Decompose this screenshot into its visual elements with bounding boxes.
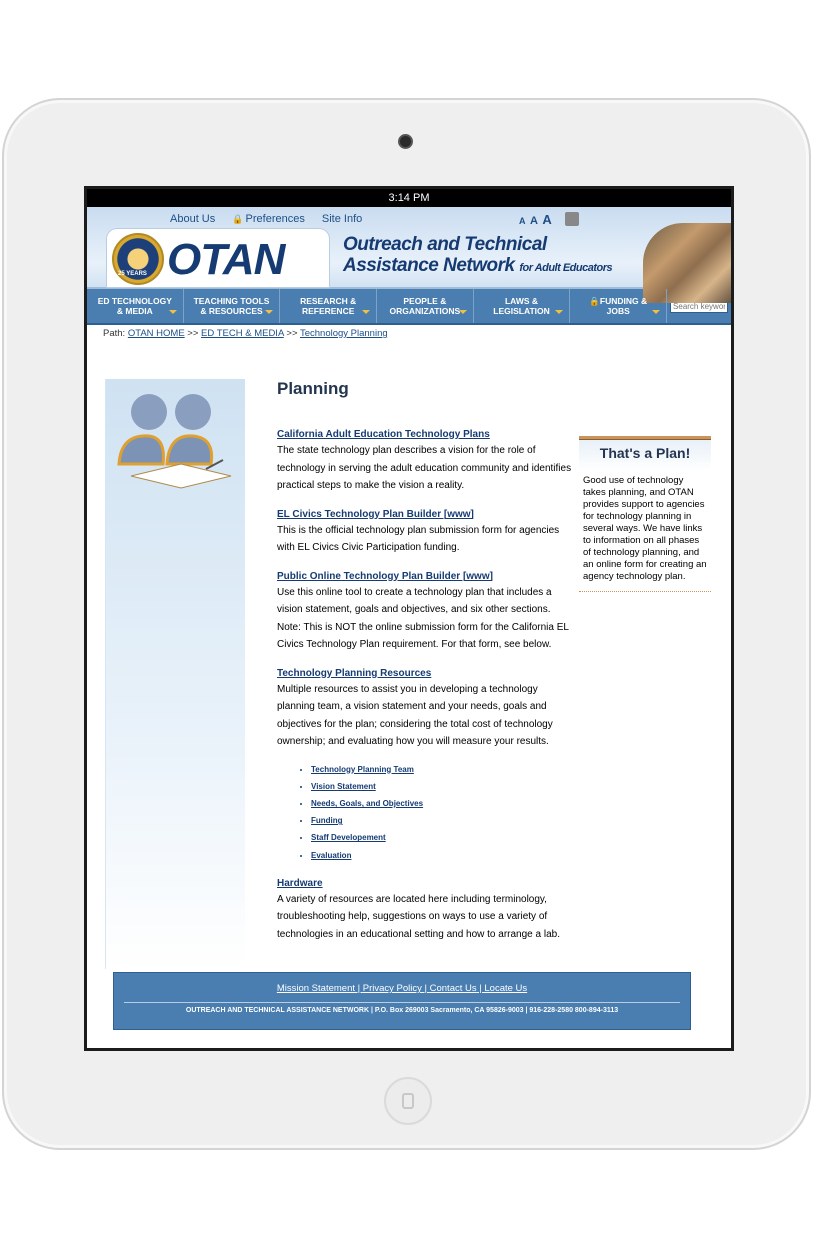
text-size-small[interactable]: A (519, 216, 526, 226)
section-body: The state technology plan describes a vision for the role of technology in serving the adult education community and identifies practical steps to make the vision a reality. (277, 445, 572, 491)
top-links (170, 213, 376, 225)
main-content (277, 379, 577, 957)
nav-laws[interactable]: LAWS & LEGISLATION (474, 289, 571, 323)
breadcrumb-home[interactable]: OTAN HOME (127, 328, 185, 339)
nav-research[interactable]: RESEARCH & REFERENCE (280, 289, 377, 323)
preferences-link[interactable]: Preferences (245, 213, 305, 225)
section-ca-tech-plans (277, 429, 577, 495)
section-title-link[interactable]: California Adult Education Technology Plans (277, 429, 490, 440)
section-title-link[interactable]: EL Civics Technology Plan Builder [www] (277, 508, 474, 520)
text-size-controls (519, 211, 552, 229)
section-title-link[interactable]: Public Online Technology Plan Builder [www] (277, 570, 493, 582)
section-public-builder (277, 571, 577, 654)
main-nav (87, 289, 731, 325)
site-header (87, 207, 731, 289)
text-size-medium[interactable]: A (529, 215, 538, 227)
footer-mission-link[interactable]: Mission Statement (276, 983, 355, 994)
section-body: Multiple resources to assist you in developing a technology planning team, a vision statement and your needs, goals and objectives for the plan; considering the total cost of technology ownership; and evaluating how you will measure your results. (277, 683, 553, 747)
nav-teaching-tools[interactable]: TEACHING TOOLS & RESOURCES (184, 289, 281, 323)
sublink-staff[interactable]: • Staff Developement (311, 829, 577, 846)
footer-locate-link[interactable]: Locate Us (484, 983, 528, 994)
status-time: 3:14 PM (388, 192, 430, 204)
logo[interactable] (107, 229, 329, 287)
section-el-civics (277, 509, 577, 557)
tagline-line2: Assistance Network (343, 255, 515, 276)
section-title-link[interactable]: Technology Planning Resources (277, 667, 432, 679)
sublink-evaluation[interactable]: • Evaluation (311, 847, 577, 864)
section-resources (277, 668, 577, 751)
breadcrumb-section[interactable]: ED TECH & MEDIA (201, 328, 284, 339)
home-icon (402, 1093, 414, 1109)
planning-illustration (111, 384, 241, 494)
sublink-planning-team[interactable]: • Technology Planning Team (311, 761, 577, 778)
section-body: Use this online tool to create a technology plan that includes a vision statement, goals and objectives, and six other sections. Note: This is NOT the online submission form for the California EL Civics Technology Plan requirement. For that form, see below. (277, 586, 569, 650)
sidebar-box (579, 436, 711, 592)
sidebar-divider (579, 591, 711, 592)
camera-icon (398, 134, 413, 149)
tagline-suffix: for Adult Educators (519, 262, 613, 274)
sublink-needs[interactable]: • Needs, Goals, and Objectives (311, 795, 577, 812)
breadcrumb-current[interactable]: Technology Planning (299, 328, 388, 339)
seal-icon (112, 233, 164, 285)
tagline-line1: Outreach and Technical (343, 234, 547, 255)
screen (84, 186, 734, 1051)
about-link[interactable]: About Us (170, 213, 216, 225)
section-body: This is the official technology plan submission form for agencies with EL Civics Civic Participation funding. (277, 524, 560, 553)
nav-funding[interactable]: 🔒FUNDING & JOBS (570, 289, 667, 323)
sidebar-title: That's a Plan! (579, 440, 711, 471)
tagline (343, 234, 612, 279)
nav-people[interactable]: PEOPLE & ORGANIZATIONS (377, 289, 474, 323)
lock-icon: 🔒 (589, 296, 600, 306)
seal-badge-text: 25 YEARS (118, 271, 147, 277)
nav-ed-technology[interactable]: ED TECHNOLOGY & MEDIA (87, 289, 184, 323)
sublink-vision[interactable]: • Vision Statement (311, 778, 577, 795)
text-size-large[interactable]: A (542, 212, 552, 227)
home-button[interactable] (384, 1077, 432, 1125)
footer-address: OUTREACH AND TECHNICAL ASSISTANCE NETWORK | P.O. Box 269003 Sacramento, CA 95826-9003 | 916-228-2580 800-894-3113 (185, 1007, 619, 1014)
sublink-funding[interactable]: • Funding (311, 812, 577, 829)
status-bar (87, 189, 731, 207)
left-column (105, 379, 245, 969)
footer-links: Mission Statement | Privacy Policy | Contact Us | Locate Us (276, 983, 528, 994)
footer-contact-link[interactable]: Contact Us (429, 983, 477, 994)
section-title-link[interactable]: Hardware (277, 877, 323, 889)
breadcrumb: Path: OTAN HOME >> ED TECH & MEDIA >> Technology Planning (103, 328, 388, 339)
section-body: A variety of resources are located here including terminology, troubleshooting help, suggestions on ways to use a variety of technologies in an educational setting and how to arrange a lab. (277, 893, 560, 940)
printer-icon[interactable] (565, 212, 579, 226)
lock-icon: 🔒 (232, 214, 244, 224)
footer (113, 972, 691, 1030)
page-title: Planning (277, 379, 349, 398)
logo-text: OTAN (167, 235, 285, 284)
section-hardware (277, 878, 577, 944)
footer-privacy-link[interactable]: Privacy Policy (362, 983, 422, 994)
site-info-link[interactable]: Site Info (321, 213, 363, 225)
footer-divider (124, 1002, 680, 1003)
resource-sublinks (277, 761, 577, 864)
sidebar-body: Good use of technology takes planning, and OTAN provides support to agencies for technology planning in several ways. We have links to information on all phases of technology planning, and an online form for creating an agency technology plan. (583, 475, 707, 582)
